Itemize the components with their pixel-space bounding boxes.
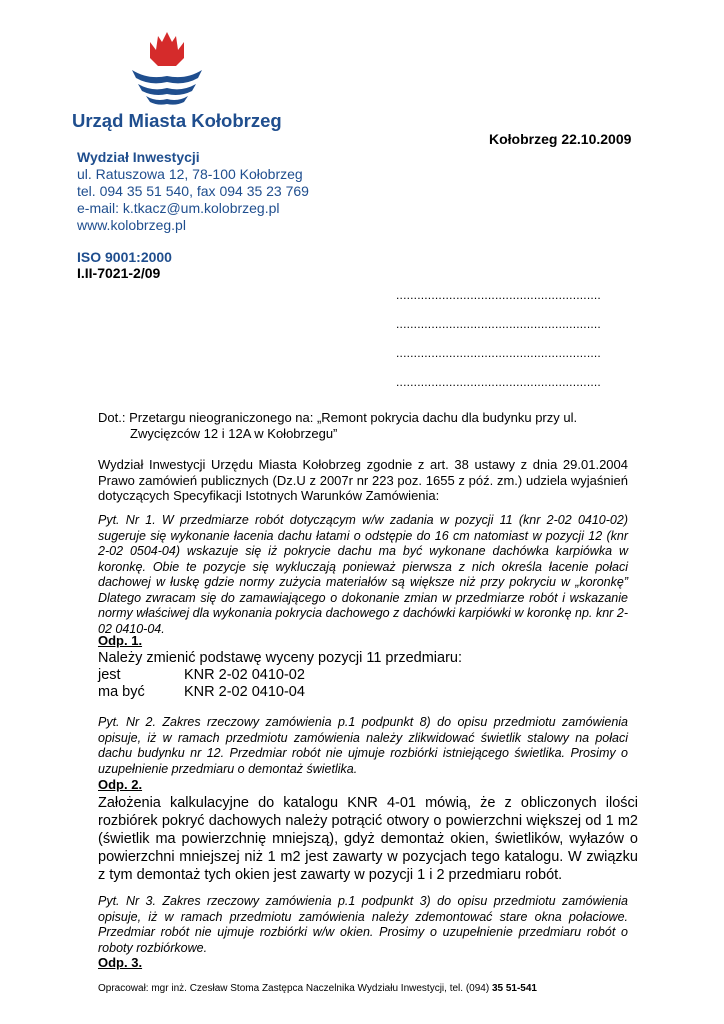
- recipient-line: ..........................................................: [396, 346, 601, 360]
- subject: [98, 410, 628, 442]
- answer-1-row-value: KNR 2-02 0410-04: [184, 684, 305, 700]
- office-name: Urząd Miasta Kołobrzeg: [72, 110, 282, 131]
- intro-paragraph: Wydział Inwestycji Urzędu Miasta Kołobrzeg zgodnie z art. 38 ustawy z dnia 29.01.2004 Prawo zamówień publicznych (Dz.U z 2007r nr 223 poz. 1655 z póź. zm.) udziela wyjaśnień dotyczących Specyfikacji Istotnych Warunków Zamówienia:: [98, 457, 628, 503]
- answer-2: Założenia kalkulacyjne do katalogu KNR 4-01 mówią, że z obliczonych ilości rozbiórek pokryć dachowych należy potrącić otwory o powierzchni większej od 1 m2 (świetlik ma powierzchnię mniejszą), gdyż demontaż okien, świetlików, wyłazów o powierzchni mniejszej niż 1 m2 jest zawarty w pozycjach tego katalogu. W związku z tym demontaż tych okien jest zawarty w pozycji 1 i 2 przedmiaru robót.: [98, 795, 638, 883]
- answer-1-row-label: jest: [98, 667, 121, 683]
- website: www.kolobrzeg.pl: [77, 217, 186, 233]
- question-3: Pyt. Nr 3. Zakres rzeczowy zamówienia p.1 podpunkt 3) do opisu przedmiotu zamówienia opisuje, iż w ramach przedmiotu zamówienia należy zdemontować stare okna połaciowe. Przedmiar robót nie ujmuje rozbiórki w/w okien. Prosimy o uzupełnienie przedmiaru robót o roboty rozbiórkowe.: [98, 894, 628, 955]
- sender-address: [77, 149, 309, 234]
- answer-2-label: Odp. 2.: [98, 777, 143, 792]
- footer-text: Opracował: mgr inż. Czesław Stoma Zastępca Naczelnika Wydziału Inwestycji, tel. (094): [98, 983, 492, 994]
- answer-1-label: Odp. 1.: [98, 633, 143, 648]
- phone-fax: tel. 094 35 51 540, fax 094 35 23 769: [77, 183, 309, 199]
- recipient-line: ..........................................................: [396, 375, 601, 389]
- iso-certification: ISO 9001:2000: [77, 249, 172, 265]
- answer-1-row-value: KNR 2-02 0410-02: [184, 667, 305, 683]
- question-1: Pyt. Nr 1. W przedmiarze robót dotyczącym w/w zadania w pozycji 11 (knr 2-02 0410-02) sugeruje się wykonanie łacenia dachu łatami o odstępie do 16 cm natomiast w pozycji 12 (knr 2-02 0504-04) wskazuje się iż pokrycie dachu ma być wykonane dachówka karpiówka w koronkę. Obie te pozycje się wykluczają ponieważ pierwsza z nich określa łacenie połaci dachowej w łuskę gdzie normy zużycia materiałów są większe niż przy pokryciu w „koronkę” Dlatego zwracam się do zamawiającego o dokonanie zmian w przedmiarze robót i wskazanie normy właściwej dla wykonania pokrycia dachowego z dachówki karpiówki w koronkę np. knr 2-02 0410-04.: [98, 513, 628, 636]
- recipient-line: ..........................................................: [396, 288, 601, 302]
- reference-number: I.II-7021-2/09: [77, 265, 161, 281]
- answer-1-intro: Należy zmienić podstawę wyceny pozycji 11 przedmiaru:: [98, 650, 462, 666]
- letter-date: Kołobrzeg 22.10.2009: [489, 131, 632, 147]
- city-emblem-logo: [128, 30, 206, 106]
- footer-prepared-by: [98, 983, 537, 994]
- footer-phone: 35 51-541: [491, 983, 537, 994]
- answer-3-label: Odp. 3.: [98, 955, 143, 970]
- answer-1: [98, 650, 462, 701]
- recipient-line: ..........................................................: [396, 317, 601, 331]
- answer-1-row-label: ma być: [98, 684, 145, 700]
- subject-line-2: Zwycięzców 12 i 12A w Kołobrzegu”: [130, 426, 338, 441]
- recipient-placeholder: [396, 281, 601, 397]
- subject-line-1: Dot.: Przetargu nieograniczonego na: „Remont pokrycia dachu dla budynku przy ul.: [98, 410, 578, 425]
- email-address: e-mail: k.tkacz@um.kolobrzeg.pl: [77, 200, 280, 216]
- street-address: ul. Ratuszowa 12, 78-100 Kołobrzeg: [77, 166, 303, 182]
- department-name: Wydział Inwestycji: [77, 149, 200, 165]
- answer-1-row: [98, 684, 462, 701]
- answer-1-row: [98, 667, 462, 684]
- question-2: Pyt. Nr 2. Zakres rzeczowy zamówienia p.1 podpunkt 8) do opisu przedmiotu zamówienia opisuje, iż w ramach przedmiotu zamówienia należy zlikwidować świetlik stalowy na połaci dachu budynku nr 12. Przedmiar robót nie ujmuje rozbiórki istniejącego świetlika. Prosimy o uzupełnienie przedmiaru o demontaż świetlika.: [98, 715, 628, 776]
